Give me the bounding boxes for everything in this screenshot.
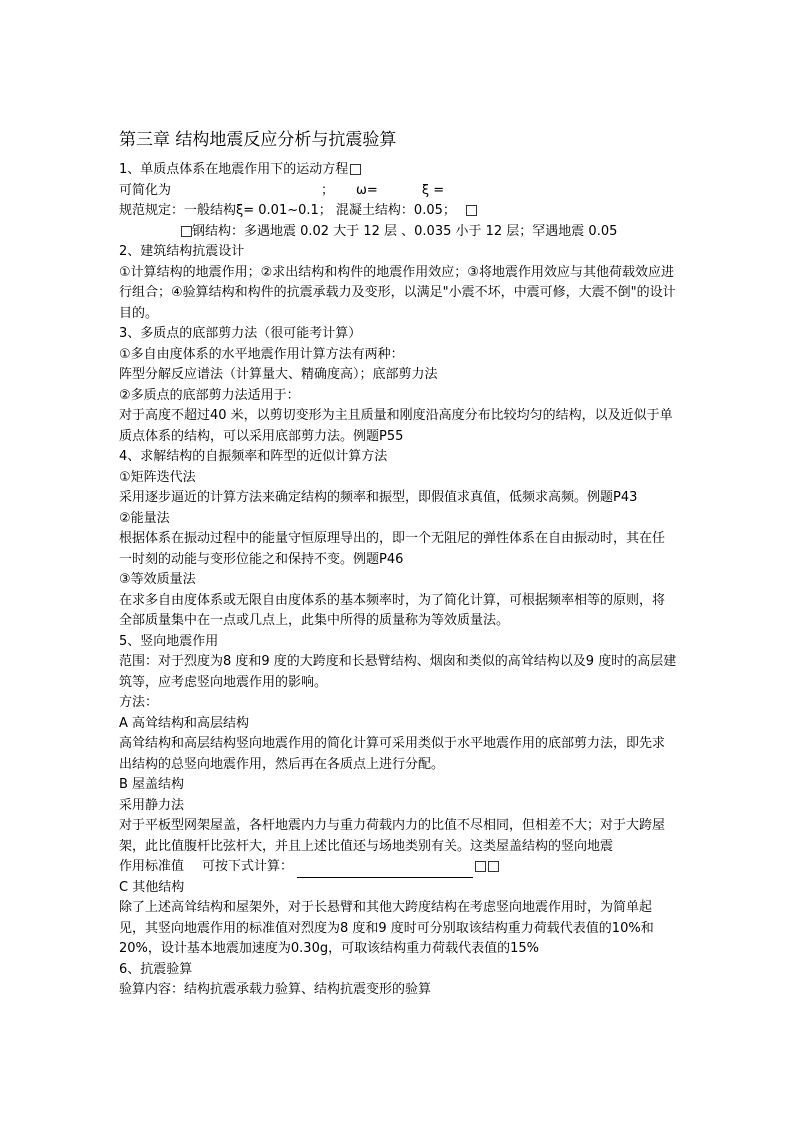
method-1-title: ①矩阵迭代法 (119, 469, 196, 485)
formula-placeholder-icon (181, 226, 192, 237)
formula-blank (297, 863, 473, 878)
section-5-heading: 5、竖向地震作用 (119, 633, 219, 649)
formula-placeholder-icon (488, 861, 499, 872)
subsection-a-paragraph: 高耸结构和高层结构竖向地震作用的简化计算可采用类似于水平地震作用的底部剪力法，即先求出结构的总竖向地震作用，然后再在各质点上进行分配。 (119, 736, 666, 772)
subsection-b-heading: B 屋盖结构 (119, 777, 185, 792)
section-3-line-2: 阵型分解反应谱法（计算量大、精确度高）；底部剪力法 (119, 367, 438, 382)
subsection-b-method: 采用静力法 (119, 797, 185, 813)
section-6-heading: 6、抗震验算 (119, 961, 193, 977)
section-5-range: 范围：对于烈度为8 度和9 度的大跨度和长悬臂结构、烟囱和类似的高耸结构以及9 度时的高层建筑等，应考虑竖向地震作用的影响。 (119, 654, 677, 690)
simplify-line: 可简化为 ； ω= ξ = (119, 182, 445, 198)
section-5-method: 方法： (119, 695, 159, 710)
document-page (119, 128, 677, 1001)
subsection-c-paragraph: 除了上述高耸结构和屋架外，对于长悬臂和其他大跨度结构在考虑竖向地震作用时，为简单起见，其竖向地震作用的标准值对烈度为8 度和9 度时可分别取该结构重力荷载代表值的10%和20%，设计基本地震加速度为0.30g，可取该结构重力荷载代表值的15% (119, 900, 654, 956)
subsection-b-paragraph: 对于平板型网架屋盖，各杆地震内力与重力荷载内力的比值不尽相同，但相差不大；对于大跨屋架，此比值腹杆比弦杆大，并且上述比值还与场地类别有关。这类屋盖结构的竖向地震 (119, 818, 666, 854)
subsection-b-formula-line: 作用标准值 可按下式计算： (119, 857, 677, 878)
section-6-paragraph: 验算内容：结构抗震承载力验算、结构抗震变形的验算 (119, 982, 432, 997)
section-2-paragraph: ①计算结构的地震作用；②求出结构和构件的地震作用效应；③将地震作用效应与其他荷载效应进行组合；④验算结构和构件的抗震承载力及变形，以满足"小震不坏，中震可修，大震不倒"的设计目的。 (119, 264, 676, 321)
formula-placeholder-icon (466, 205, 477, 216)
steel-line: 钢结构：多遇地震 0.02 大于 12 层 、0.035 小于 12 层；罕遇地震 0.05 (119, 222, 677, 243)
section-2-heading: 2、建筑结构抗震设计 (119, 244, 245, 259)
method-3-paragraph: 在求多自由度体系或无限自由度体系的基本频率时，为了简化计算，可根据频率相等的原则，将全部质量集中在一点或几点上，此集中所得的质量称为等效质量法。 (119, 592, 666, 628)
section-1-heading: 1、单质点体系在地震作用下的运动方程 (119, 160, 677, 181)
method-2-title: ②能量法 (119, 510, 170, 526)
method-1-paragraph: 采用逐步逼近的计算方法来确定结构的频率和振型，即假值求真值，低频求高频。例题P43 (119, 490, 638, 505)
section-4-heading: 4、求解结构的自振频率和阵型的近似计算方法 (119, 449, 388, 464)
section-3-heading: 3、多质点的底部剪力法（很可能考计算） (119, 326, 362, 341)
subsection-a-heading: A 高耸结构和高层结构 (119, 715, 250, 731)
norm-line: 规范规定：一般结构ξ= 0.01~0.1； 混凝土结构：0.05； (119, 201, 677, 222)
section-3-paragraph: 对于高度不超过40 米，以剪切变形为主且质量和刚度沿高度分布比较均匀的结构，以及近似于单质点体系的结构，可以采用底部剪力法。例题P55 (119, 408, 673, 444)
chapter-title: 第三章 结构地震反应分析与抗震验算 (119, 130, 397, 150)
method-2-paragraph: 根据体系在振动过程中的能量守恒原理导出的，即一个无阻尼的弹性体系在自由振动时，其在任一时刻的动能与变形位能之和保持不变。例题P46 (119, 531, 666, 567)
section-3-line-1: ①多自由度体系的水平地震作用计算方法有两种： (119, 346, 404, 362)
formula-placeholder-icon (350, 164, 361, 175)
formula-placeholder-icon (475, 861, 486, 872)
method-3-title: ③等效质量法 (119, 572, 196, 587)
section-3-line-3: ②多质点的底部剪力法适用于： (119, 387, 300, 403)
subsection-c-heading: C 其他结构 (119, 879, 185, 895)
